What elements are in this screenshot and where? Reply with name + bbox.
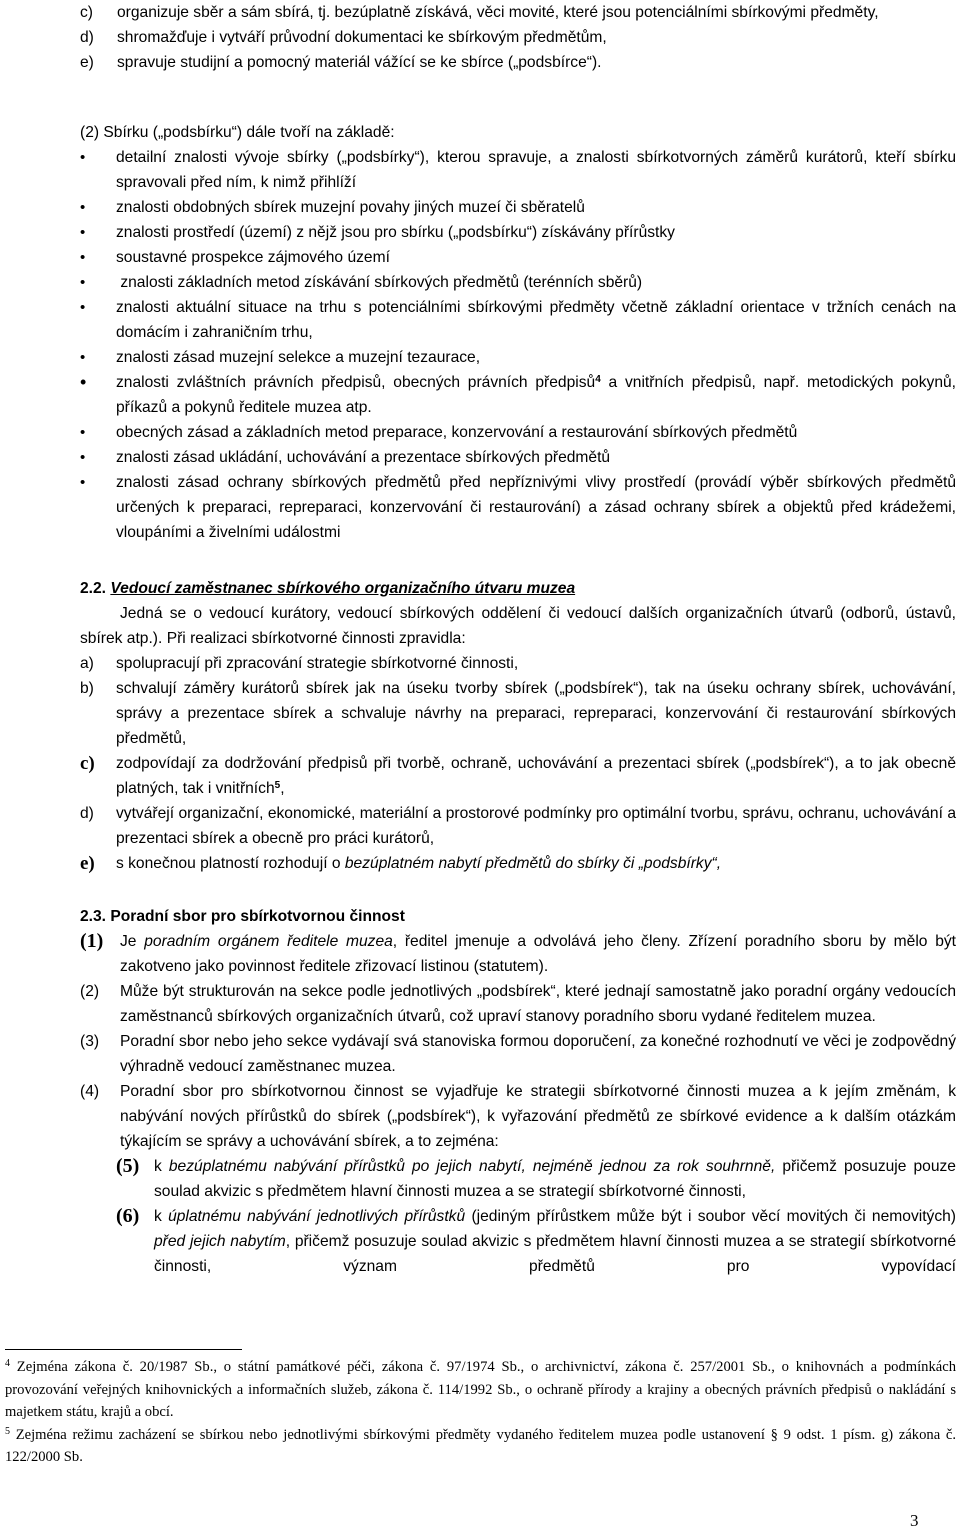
bullet-icon: • (80, 424, 86, 441)
p6-text-c: (jediným přírůstkem může být i soubor věcí movitých či nemovitých) (471, 1208, 956, 1225)
list-text: vytvářejí organizační, ekonomické, materiální a prostorové podmínky pro optimální tvorbu, správu, ochranu, uchovávání a prezentaci sbírek a obecně pro práci kurátorů, (116, 805, 956, 847)
list-item (80, 801, 956, 851)
list-item (80, 851, 956, 876)
p6-text-italic: úplatnému nabývání jednotlivých přírůstků (168, 1208, 466, 1225)
bullet-text-start: znalosti zvláštních právních předpisů, obecných právních předpisů (116, 374, 596, 391)
p6-text-e: , přičemž posuzuje soulad akvizic s předmětem hlavní činnosti muzea a se strategií sbírkotvorné činnosti, význam předmětů pro vypovídací (154, 1233, 956, 1275)
intro-text: Jedná se o vedoucí kurátory, vedoucí sbírkových oddělení či vedoucí dalších organizačních útvarů (odborů, ústavů, sbírek atp.). (80, 605, 956, 647)
p1-text-c: , ředitel jmenuje a odvolává jeho členy. (392, 933, 681, 950)
footnote (5, 1424, 956, 1469)
paragraph-text: Poradní sbor pro sbírkotvornou činnost se vyjadřuje ke strategii sbírkotvorné činnosti muzea a k jejím změnám, k nabývání nových přírůstků do sbírek („podsbírek“), k vyřazování předmětů ze sbírkové evidence a k dalším otázkám týkajícím se správy a uchovávání sbírek, a to zejména: (120, 1083, 956, 1150)
list-text (116, 751, 956, 801)
paragraph-label: (2) (80, 983, 100, 1000)
list-item (80, 0, 956, 25)
paragraph-5 (80, 1154, 956, 1204)
list-text: znalosti zásad ukládání, uchovávání a prezentace sbírkových předmětů (116, 449, 611, 466)
footnote-text: Zejména zákona č. 20/1987 Sb., o státní památkové péči, zákona č. 97/1974 Sb., o archivnictví, zákona č. 257/2001 Sb., o knihovnách a podmínkách provozování veřejných knihovnických a informačních služeb, zákona č. 114/1992 Sb., o ochraně přírody a krajiny a obecných právních předpisů o nakládání s majetkem státu, krajů a obcí. (5, 1359, 956, 1420)
list-text: soustavné prospekce zájmového území (116, 249, 390, 266)
p6-text-italic-2: před jejich nabytím (154, 1233, 286, 1250)
list-label: d) (80, 805, 94, 822)
list-item (0, 270, 956, 295)
paragraph-text (154, 1154, 956, 1204)
list-item (0, 345, 956, 370)
intro-bold: Při realizaci sbírkotvorné činnosti zpravidla: (166, 630, 466, 647)
list-item (0, 370, 956, 420)
list-label: e) (80, 853, 95, 874)
list-text: spolupracují při zpracování strategie sbírkotvorné činnosti, (116, 655, 519, 672)
bullet-icon: • (80, 224, 86, 241)
page-number: 3 (910, 1511, 919, 1530)
list-text: znalosti prostředí (území) z nějž jsou pro sbírku („podsbírku“) získávány přírůstky (116, 224, 675, 241)
list-item (0, 145, 956, 195)
footnotes (5, 1356, 956, 1469)
list-item (80, 50, 956, 75)
p6-text-a: k (154, 1208, 162, 1225)
list-text: znalosti obdobných sbírek muzejní povahy jiných muzeí či sběratelů (116, 199, 585, 216)
bullet-icon: • (80, 249, 86, 266)
list-label: e) (80, 54, 94, 71)
list-text (116, 851, 956, 876)
footnote-ref: 5 (274, 780, 281, 791)
bullet-icon: • (80, 199, 86, 216)
paragraph-3 (80, 1029, 956, 1079)
paragraph-label: (5) (116, 1155, 140, 1177)
section-number: 2.3. (80, 908, 107, 925)
paragraph-label: (6) (116, 1205, 140, 1227)
list-text: spravuje studijní a pomocný materiál vážící se ke sbírce („podsbírce“). (117, 54, 602, 71)
p5-text-italic: bezúplatnému nabývání přírůstků po jejich nabytí, nejméně jednou za rok souhrnně, (168, 1158, 776, 1175)
footnote-ref: 4 (595, 374, 601, 385)
section-title: Poradní sbor pro sbírkotvornou činnost (110, 908, 405, 925)
paragraph-label: (3) (80, 1033, 100, 1050)
bullet-icon: • (80, 299, 86, 316)
footnote (5, 1356, 956, 1424)
item-text: s konečnou platností rozhodují o (116, 855, 341, 872)
paragraph-text (120, 929, 956, 979)
paragraph-6 (80, 1204, 956, 1279)
p1-text-a: Je (120, 933, 137, 950)
paragraph-2-intro: (2) Sbírku („podsbírku“) dále tvoří na základě: (80, 124, 395, 141)
bullet-icon: • (80, 349, 86, 366)
list-text: obecných zásad a základních metod preparace, konzervování a restaurování sbírkových předmětů (116, 424, 798, 441)
list-item (0, 420, 956, 445)
section-2-2 (80, 576, 956, 876)
item-text-italic: bezúplatném nabytí předmětů do sbírky či „podsbírky“, (344, 855, 722, 872)
list-item (0, 245, 956, 270)
list-item (0, 445, 956, 470)
top-list (80, 0, 956, 75)
bullet-icon: • (80, 274, 86, 291)
section-2-3 (80, 904, 956, 1279)
p1-text-d: Zřízení poradního sboru by mělo být zakotveno jako povinnost ředitele zřizovací listinou (statutem). (120, 933, 956, 975)
bullet-icon: • (80, 149, 86, 166)
list-item (80, 751, 956, 801)
footnote-number: 4 (5, 1358, 10, 1369)
list-text: znalosti základních metod získávání sbírkových předmětů (terénních sběrů) (116, 274, 643, 291)
paragraph-text (154, 1204, 956, 1279)
list-text: znalosti zásad ochrany sbírkových předmětů před nepříznivými vlivy prostředí (provádí výběr sbírkových předmětů určených k preparaci, repreparaci, konzervování či restaurování) a zásad ochrany sbírek a objektů před krádežemi, vloupáními a živelními událostmi (116, 474, 956, 541)
item-text-end: , (280, 780, 285, 797)
list-item (0, 220, 956, 245)
section-heading (80, 576, 956, 601)
list-text (116, 370, 956, 420)
list-item (80, 651, 956, 676)
footnote-text: Zejména režimu zacházení se sbírkou nebo jednotlivými sbírkovými předměty vydaného ředitelem muzea podle ustanovení § 9 odst. 1 písm. g) zákona č. 122/2000 Sb. (5, 1426, 956, 1465)
section-title: Vedoucí zaměstnanec sbírkového organizačního útvaru muzea (110, 580, 576, 597)
section-intro (80, 601, 956, 651)
list-item (0, 195, 956, 220)
list-item (0, 470, 956, 545)
bullet-text-end: a vnitřních předpisů, např. metodických pokynů, příkazů a pokynů ředitele muzea atp. (116, 374, 956, 416)
list-label: c) (80, 4, 93, 21)
list-item (80, 25, 956, 50)
section-number: 2.2. (80, 580, 107, 597)
list-item (0, 295, 956, 345)
paragraph-4 (80, 1079, 956, 1154)
paragraph-text: Může být strukturován na sekce podle jednotlivých „podsbírek“, které jednají samostatně jako poradní orgány vedoucích zaměstnanců sbírkových organizačních útvarů, což upraví stanovy poradního sboru vydané ředitelem muzea. (120, 983, 956, 1025)
paragraph-text: Poradní sbor nebo jeho sekce vydávají svá stanoviska formou doporučení, za konečné rozhodnutí ve věci je zodpovědný výhradně vedoucí zaměstnanec muzea. (120, 1033, 956, 1075)
footnote-separator (5, 1349, 242, 1350)
bullet-icon: • (80, 474, 86, 491)
paragraph-1 (80, 929, 956, 979)
bullet-icon: • (80, 372, 87, 392)
paragraph-2 (80, 979, 956, 1029)
p1-text-italic: poradním orgánem ředitele muzea (144, 933, 393, 950)
paragraph-label: (1) (80, 930, 104, 952)
list-item (80, 676, 956, 751)
list-text: organizuje sběr a sám sbírá, tj. bezúplatně získává, věci movité, které jsou potenciálními sbírkovými předměty, (117, 4, 879, 21)
list-label: c) (80, 753, 95, 774)
p5-text-a: k (154, 1158, 162, 1175)
p5-text-c: přičemž posuzuje pouze soulad akvizic s předmětem hlavní činnosti muzea a se strategií sbírkotvorné činnosti, (154, 1158, 956, 1200)
list-label: a) (80, 655, 94, 672)
bullet-list (0, 145, 956, 545)
bullet-icon: • (80, 449, 86, 466)
list-text: detailní znalosti vývoje sbírky („podsbírky“), kterou spravuje, a znalosti sbírkotvorných záměrů kurátorů, kteří sbírku spravovali před ním, k nimž přihlíží (116, 149, 956, 191)
list-text: znalosti zásad muzejní selekce a muzejní tezaurace, (116, 349, 481, 366)
list-text: shromažďuje i vytváří průvodní dokumentaci ke sbírkovým předmětům, (117, 29, 607, 46)
item-text: zodpovídají za dodržování předpisů při tvorbě, ochraně, uchovávání a prezentaci sbírek („podsbírek“), a to jak obecně platných, tak i vnitřních (116, 755, 956, 797)
list-label: d) (80, 29, 94, 46)
footnote-number: 5 (5, 1425, 10, 1437)
list-text: schvalují záměry kurátorů sbírek jak na úseku tvorby sbírek („podsbírek“), tak na úseku ochrany sbírek, uchovávání, správy a prezentace sbírek a schvaluje návrhy na preparaci, repreparaci, konzervování či restaurování sbírkových předmětů, (116, 680, 956, 747)
list-text: znalosti aktuální situace na trhu s potenciálními sbírkovými předměty včetně základní orientace v tržních cenách na domácím i zahraničním trhu, (116, 299, 956, 341)
paragraph-label: (4) (80, 1083, 100, 1100)
section-heading (80, 904, 956, 929)
list-label: b) (80, 680, 94, 697)
